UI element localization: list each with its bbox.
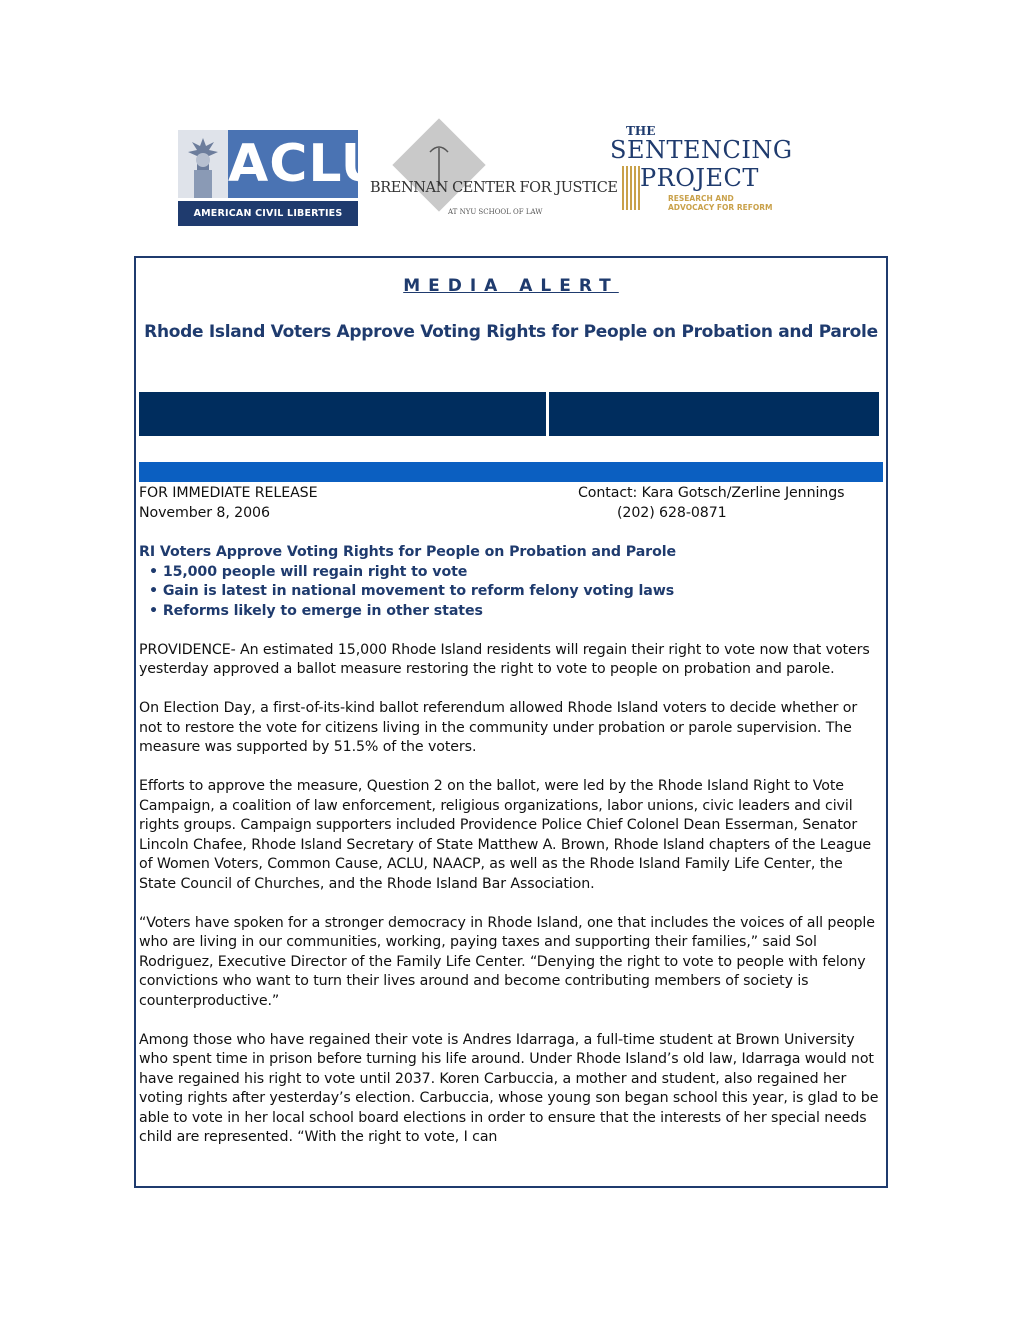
brennan-center-subtitle: AT NYU SCHOOL OF LAW xyxy=(448,208,543,216)
sentencing-project-tagline: RESEARCH AND ADVOCACY FOR REFORM xyxy=(668,194,773,212)
release-left xyxy=(139,484,317,523)
sentencing-project-the: THE xyxy=(626,124,656,138)
statue-of-liberty-icon xyxy=(178,130,228,198)
sentencing-bars-icon xyxy=(622,166,640,210)
sentencing-project-line2: PROJECT xyxy=(640,164,759,192)
media-alert-title: MEDIA ALERT xyxy=(403,276,619,296)
press-release-body xyxy=(139,484,881,1148)
release-label: FOR IMMEDIATE RELEASE xyxy=(139,485,318,501)
sentencing-project-logo xyxy=(610,124,793,224)
aclu-wordmark: ACLU xyxy=(228,130,358,198)
paragraph: PROVIDENCE- An estimated 15,000 Rhode Island residents will regain their right to vote now that voters yesterday approved a ballot measure restoring the right to vote to people on probation and parole. xyxy=(139,641,870,677)
dark-band-right xyxy=(549,392,879,436)
list-item: • Reforms likely to emerge in other states xyxy=(149,602,881,622)
headline: Rhode Island Voters Approve Voting Rights for People on Probation and Parole xyxy=(144,322,878,342)
aclu-logo xyxy=(178,130,384,244)
paragraph: “Voters have spoken for a stronger democracy in Rhode Island, one that includes the voices of all people who are living in our communities, working, paying taxes and supporting their families,” said Sol Rodriguez, Executive Director of the Family Life Center. “Denying the right to vote to people with felony convictions who want to turn their lives around and become contributing members of society is counterproductive.” xyxy=(139,914,875,1009)
sentencing-project-line1: SENTENCING xyxy=(610,136,793,164)
paragraph: On Election Day, a first-of-its-kind ballot referendum allowed Rhode Island voters to decide whether or not to restore the vote for citizens living in the community under probation or parole supervision. The measure was supported by 51.5% of the voters. xyxy=(139,700,858,755)
brennan-center-logo xyxy=(368,124,618,224)
blue-band xyxy=(139,462,883,482)
paragraph: Efforts to approve the measure, Question 2 on the ballot, were led by the Rhode Island Right to Vote Campaign, a coalition of law enforcement, religious organizations, labor unions, civic leaders and civil rights groups. Campaign supporters included Providence Police Chief Colonel Dean Esserman, Senator Lincoln Chafee, Rhode Island Secretary of State Matthew A. Brown, Rhode Island chapters of the League of Women Voters, Common Cause, ACLU, NAACP, as well as the Rhode Island Family Life Center, the State Council of Churches, and the Rhode Island Bar Association. xyxy=(139,778,871,892)
brennan-center-name: BRENNAN CENTER FOR JUSTICE xyxy=(370,180,618,196)
paragraph: Among those who have regained their vote is Andres Idarraga, a full-time student at Brown University who spent time in prison before turning his life around. Under Rhode Island’s old law, Idarraga would not have regained his right to vote until 2037. Koren Carbuccia, a mother and student, also regained her voting rights after yesterday’s election. Carbuccia, whose young son began school this year, is glad to be able to vote in her local school board elections in order to ensure that the interests of her special needs child are represented. “With the right to vote, I can xyxy=(139,1031,879,1145)
list-item: • Gain is latest in national movement to reform felony voting laws xyxy=(149,582,881,602)
summary-bullets xyxy=(139,563,881,622)
list-item: • 15,000 people will regain right to vote xyxy=(149,563,881,583)
contact-phone: (202) 628-0871 xyxy=(617,504,727,521)
release-info xyxy=(139,484,881,523)
summary-heading: RI Voters Approve Voting Rights for People on Probation and Parole xyxy=(139,544,677,560)
media-alert-frame xyxy=(134,256,888,1188)
dark-band-left xyxy=(139,392,546,436)
release-date: November 8, 2006 xyxy=(139,504,270,521)
contact-names: Contact: Kara Gotsch/Zerline Jennings xyxy=(578,485,845,501)
aclu-full-name: AMERICAN CIVIL LIBERTIES UNION xyxy=(178,201,358,226)
logo-strip xyxy=(0,120,1020,244)
